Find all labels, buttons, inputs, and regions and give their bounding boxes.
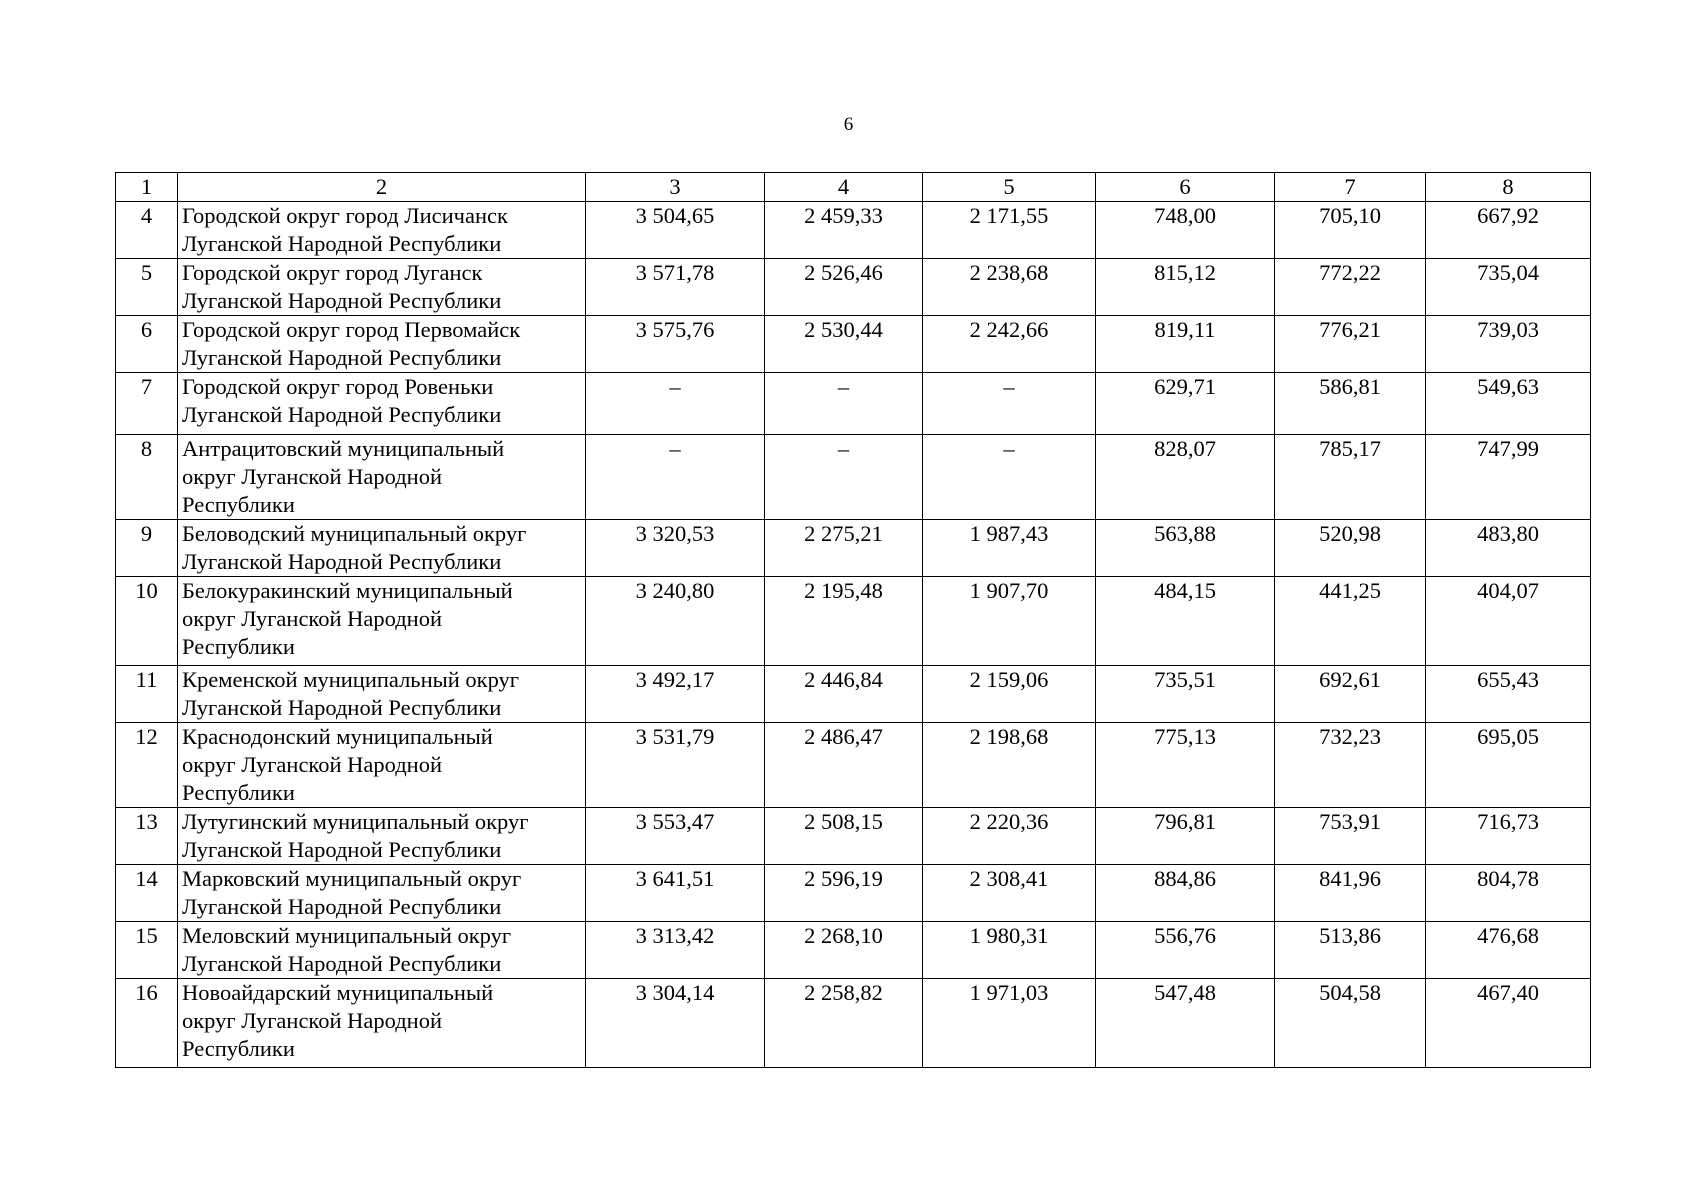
municipality-name-line: Луганской Народной Республики xyxy=(182,837,502,862)
value-cell: 772,22 xyxy=(1275,259,1426,316)
value-cell: 2 198,68 xyxy=(923,723,1096,808)
municipality-name-line: Городской округ город Первомайск xyxy=(182,317,521,342)
row-number: 12 xyxy=(116,723,178,808)
value-cell: 586,81 xyxy=(1275,373,1426,435)
value-cell: 785,17 xyxy=(1275,435,1426,520)
value-cell: 1 907,70 xyxy=(923,577,1096,666)
municipality-name-line: Антрацитовский муниципальный xyxy=(182,436,505,461)
municipality-name-line: Лутугинский муниципальный округ xyxy=(182,809,529,834)
municipality-name xyxy=(178,202,586,259)
municipality-name-line: округ Луганской Народной xyxy=(182,606,443,631)
value-cell: 3 641,51 xyxy=(586,865,765,922)
row-number: 7 xyxy=(116,373,178,435)
municipality-name xyxy=(178,577,586,666)
value-cell: – xyxy=(923,373,1096,435)
table-row xyxy=(116,922,1591,979)
value-cell: 3 504,65 xyxy=(586,202,765,259)
value-cell: – xyxy=(765,373,923,435)
value-cell: 804,78 xyxy=(1426,865,1591,922)
municipality-name xyxy=(178,723,586,808)
value-cell: 3 313,42 xyxy=(586,922,765,979)
municipality-name-line: округ Луганской Народной xyxy=(182,752,443,777)
value-cell: 476,68 xyxy=(1426,922,1591,979)
column-number: 1 xyxy=(116,173,178,202)
value-cell: 484,15 xyxy=(1096,577,1275,666)
value-cell: 404,07 xyxy=(1426,577,1591,666)
value-cell: – xyxy=(586,435,765,520)
row-number: 4 xyxy=(116,202,178,259)
value-cell: 3 492,17 xyxy=(586,666,765,723)
column-number-row xyxy=(116,173,1591,202)
value-cell: 3 240,80 xyxy=(586,577,765,666)
table-row xyxy=(116,666,1591,723)
municipality-name xyxy=(178,435,586,520)
value-cell: 841,96 xyxy=(1275,865,1426,922)
municipality-name xyxy=(178,373,586,435)
value-cell: 3 304,14 xyxy=(586,979,765,1068)
municipality-name-line: Кременской муниципальный округ xyxy=(182,667,520,692)
row-number: 9 xyxy=(116,520,178,577)
value-cell: 483,80 xyxy=(1426,520,1591,577)
municipality-name xyxy=(178,808,586,865)
value-cell: 2 508,15 xyxy=(765,808,923,865)
value-cell: 2 238,68 xyxy=(923,259,1096,316)
municipality-name-line: Республики xyxy=(182,492,295,517)
row-number: 16 xyxy=(116,979,178,1068)
value-cell: 716,73 xyxy=(1426,808,1591,865)
value-cell: 467,40 xyxy=(1426,979,1591,1068)
municipality-name xyxy=(178,316,586,373)
value-cell: 747,99 xyxy=(1426,435,1591,520)
value-cell: 3 531,79 xyxy=(586,723,765,808)
value-cell: 3 575,76 xyxy=(586,316,765,373)
value-cell: 2 530,44 xyxy=(765,316,923,373)
value-cell: 549,63 xyxy=(1426,373,1591,435)
value-cell: 2 275,21 xyxy=(765,520,923,577)
value-cell: 2 596,19 xyxy=(765,865,923,922)
value-cell: 2 242,66 xyxy=(923,316,1096,373)
municipality-name-line: Луганской Народной Республики xyxy=(182,288,502,313)
row-number: 15 xyxy=(116,922,178,979)
value-cell: 2 268,10 xyxy=(765,922,923,979)
municipality-name-line: округ Луганской Народной xyxy=(182,464,443,489)
municipality-name-line: Луганской Народной Республики xyxy=(182,894,502,919)
municipality-name-line: Меловский муниципальный округ xyxy=(182,923,512,948)
value-cell: 2 308,41 xyxy=(923,865,1096,922)
value-cell: 705,10 xyxy=(1275,202,1426,259)
municipality-name xyxy=(178,865,586,922)
value-cell: 556,76 xyxy=(1096,922,1275,979)
value-cell: 732,23 xyxy=(1275,723,1426,808)
value-cell: 1 987,43 xyxy=(923,520,1096,577)
municipality-name xyxy=(178,666,586,723)
municipality-name-line: Луганской Народной Республики xyxy=(182,345,502,370)
municipality-name-line: Городской округ город Луганск xyxy=(182,260,483,285)
value-cell: 547,48 xyxy=(1096,979,1275,1068)
page-number: 6 xyxy=(843,114,854,135)
municipality-name-line: округ Луганской Народной xyxy=(182,1008,443,1033)
value-cell: 563,88 xyxy=(1096,520,1275,577)
value-cell: 775,13 xyxy=(1096,723,1275,808)
table-row xyxy=(116,808,1591,865)
municipality-name-line: Республики xyxy=(182,634,295,659)
value-cell: 2 195,48 xyxy=(765,577,923,666)
table-row xyxy=(116,723,1591,808)
column-number: 4 xyxy=(765,173,923,202)
row-number: 6 xyxy=(116,316,178,373)
value-cell: 629,71 xyxy=(1096,373,1275,435)
municipality-name-line: Луганской Народной Республики xyxy=(182,549,502,574)
value-cell: 735,51 xyxy=(1096,666,1275,723)
municipality-name-line: Краснодонский муниципальный xyxy=(182,724,493,749)
column-number: 2 xyxy=(178,173,586,202)
value-cell: 2 220,36 xyxy=(923,808,1096,865)
municipality-name-line: Городской округ город Ровеньки xyxy=(182,374,494,399)
municipality-name-line: Луганской Народной Республики xyxy=(182,402,502,427)
value-cell: – xyxy=(765,435,923,520)
value-cell: – xyxy=(586,373,765,435)
municipality-name xyxy=(178,259,586,316)
municipality-name-line: Белокуракинский муниципальный xyxy=(182,578,513,603)
value-cell: 655,43 xyxy=(1426,666,1591,723)
table-row xyxy=(116,979,1591,1068)
value-cell: 504,58 xyxy=(1275,979,1426,1068)
table-row xyxy=(116,435,1591,520)
table-row xyxy=(116,316,1591,373)
row-number: 14 xyxy=(116,865,178,922)
value-cell: 819,11 xyxy=(1096,316,1275,373)
column-number: 7 xyxy=(1275,173,1426,202)
value-cell: 441,25 xyxy=(1275,577,1426,666)
table-row xyxy=(116,577,1591,666)
value-cell: 3 571,78 xyxy=(586,259,765,316)
municipality-name-line: Новоайдарский муниципальный xyxy=(182,980,494,1005)
value-cell: 796,81 xyxy=(1096,808,1275,865)
value-cell: 513,86 xyxy=(1275,922,1426,979)
value-cell: 2 526,46 xyxy=(765,259,923,316)
municipality-name-line: Луганской Народной Республики xyxy=(182,951,502,976)
value-cell: 2 486,47 xyxy=(765,723,923,808)
table-body xyxy=(116,173,1591,1068)
value-cell: 692,61 xyxy=(1275,666,1426,723)
municipality-name-line: Республики xyxy=(182,780,295,805)
row-number: 10 xyxy=(116,577,178,666)
column-number: 8 xyxy=(1426,173,1591,202)
value-cell: 1 980,31 xyxy=(923,922,1096,979)
table-row xyxy=(116,259,1591,316)
value-cell: 667,92 xyxy=(1426,202,1591,259)
value-cell: 1 971,03 xyxy=(923,979,1096,1068)
table-row xyxy=(116,373,1591,435)
municipality-name-line: Городской округ город Лисичанск xyxy=(182,203,508,228)
column-number: 3 xyxy=(586,173,765,202)
table-row xyxy=(116,865,1591,922)
municipality-name-line: Луганской Народной Республики xyxy=(182,231,502,256)
value-cell: 815,12 xyxy=(1096,259,1275,316)
column-number: 6 xyxy=(1096,173,1275,202)
tariff-table xyxy=(115,172,1591,1068)
value-cell: 739,03 xyxy=(1426,316,1591,373)
value-cell: – xyxy=(923,435,1096,520)
value-cell: 2 171,55 xyxy=(923,202,1096,259)
value-cell: 695,05 xyxy=(1426,723,1591,808)
municipality-name-line: Луганской Народной Республики xyxy=(182,695,502,720)
table-row xyxy=(116,520,1591,577)
value-cell: 748,00 xyxy=(1096,202,1275,259)
value-cell: 3 320,53 xyxy=(586,520,765,577)
table-row xyxy=(116,202,1591,259)
value-cell: 2 159,06 xyxy=(923,666,1096,723)
municipality-name xyxy=(178,979,586,1068)
value-cell: 828,07 xyxy=(1096,435,1275,520)
value-cell: 520,98 xyxy=(1275,520,1426,577)
value-cell: 2 258,82 xyxy=(765,979,923,1068)
row-number: 5 xyxy=(116,259,178,316)
value-cell: 884,86 xyxy=(1096,865,1275,922)
value-cell: 3 553,47 xyxy=(586,808,765,865)
column-number: 5 xyxy=(923,173,1096,202)
value-cell: 2 459,33 xyxy=(765,202,923,259)
municipality-name-line: Марковский муниципальный округ xyxy=(182,866,522,891)
municipality-name-line: Беловодский муниципальный округ xyxy=(182,521,527,546)
value-cell: 735,04 xyxy=(1426,259,1591,316)
row-number: 13 xyxy=(116,808,178,865)
municipality-name xyxy=(178,520,586,577)
municipality-name xyxy=(178,922,586,979)
value-cell: 776,21 xyxy=(1275,316,1426,373)
value-cell: 753,91 xyxy=(1275,808,1426,865)
value-cell: 2 446,84 xyxy=(765,666,923,723)
row-number: 8 xyxy=(116,435,178,520)
row-number: 11 xyxy=(116,666,178,723)
municipality-name-line: Республики xyxy=(182,1036,295,1061)
